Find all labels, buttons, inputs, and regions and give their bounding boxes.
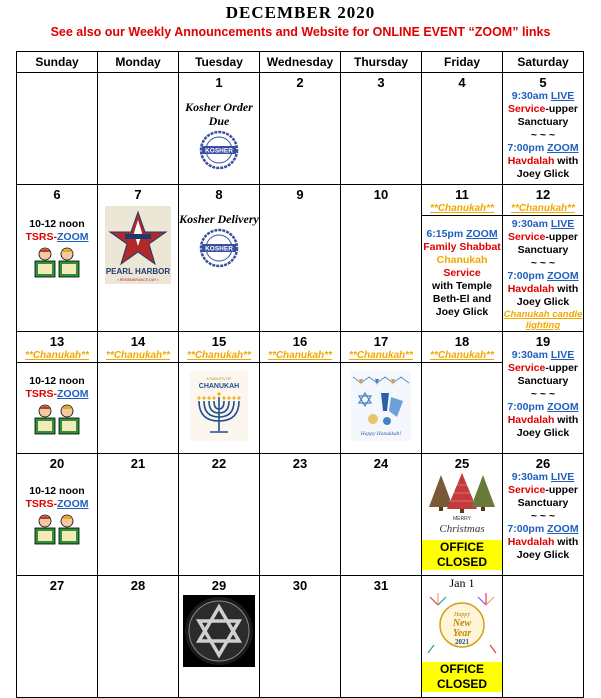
date-number: Jan 1: [449, 576, 475, 590]
day-cell-18: [422, 332, 503, 454]
weekday-friday: Friday: [422, 52, 503, 73]
zoom-link[interactable]: ZOOM: [57, 388, 89, 400]
tsrs-event: 10-12 noon TSRS-ZOOM: [25, 218, 89, 243]
weekday-tuesday: Tuesday: [179, 52, 260, 73]
day-cell-6: [17, 185, 98, 332]
office-closed-badge: OFFICE CLOSED: [422, 662, 502, 692]
date-number: 26: [535, 456, 551, 471]
week-row-3: [17, 332, 584, 454]
date-number: 13: [49, 334, 65, 349]
svg-text:CHANUKAH: CHANUKAH: [198, 383, 240, 390]
tsrs-event: 10-12 noon TSRS-ZOOM: [25, 485, 89, 510]
svg-text:• REMEMBRANCE DAY •: • REMEMBRANCE DAY •: [117, 278, 159, 282]
date-number: 4: [458, 75, 466, 90]
week-row-2: [17, 185, 584, 332]
day-cell-30: [260, 576, 341, 698]
live-link[interactable]: LIVE: [550, 471, 575, 483]
date-number: 12: [535, 187, 551, 202]
date-number: 30: [292, 578, 308, 593]
day-cell-5: [503, 73, 584, 185]
date-number: 21: [130, 456, 146, 471]
chanukah-label: **Chanukah**: [511, 203, 575, 214]
svg-text:PEARL HARBOR: PEARL HARBOR: [105, 267, 171, 276]
svg-text:KOSHER: KOSHER: [205, 147, 233, 155]
week-row-4: [17, 454, 584, 576]
calendar-grid: [16, 51, 584, 698]
saturday-events: 9:30am LIVE Service-upper Sanctuary ~ ~ ~ 7:00pm ZOOM Havdalah with Joey Glick Chanukah candle lighting: [503, 218, 583, 331]
date-number: 10: [373, 187, 389, 202]
day-cell-24: [341, 454, 422, 576]
live-link[interactable]: LIVE: [550, 90, 575, 102]
svg-text:2021: 2021: [455, 638, 469, 646]
page-subtitle: See also our Weekly Announcements and Website for ONLINE EVENT “ZOOM” links: [50, 25, 551, 39]
zoom-link[interactable]: ZOOM: [57, 498, 89, 510]
svg-text:New: New: [452, 618, 472, 629]
date-number: 17: [373, 334, 389, 349]
date-number: 29: [211, 578, 227, 593]
day-cell-22: [179, 454, 260, 576]
day-cell-empty: [98, 73, 179, 185]
day-cell-7: [98, 185, 179, 332]
date-number: 22: [211, 456, 227, 471]
week-row-5: [17, 576, 584, 698]
happy-hanukkah-image: [341, 371, 421, 444]
date-number: 23: [292, 456, 308, 471]
date-number: 19: [535, 334, 551, 349]
day-cell-31: [341, 576, 422, 698]
svg-text:Christmas: Christmas: [439, 523, 485, 535]
date-number: 14: [130, 334, 146, 349]
weekday-thursday: Thursday: [341, 52, 422, 73]
weekday-sunday: Sunday: [17, 52, 98, 73]
day-cell-25: [422, 454, 503, 576]
zoom-link[interactable]: ZOOM: [466, 228, 498, 240]
zoom-link[interactable]: ZOOM: [57, 231, 89, 243]
svg-text:KOSHER: KOSHER: [205, 245, 233, 253]
kosher-order-note: Kosher Order Due: [185, 100, 253, 128]
friday-events: 6:15pm ZOOM Family Shabbat Chanukah Service with Temple Beth-El and Joey Glick: [423, 228, 501, 318]
page-title: DECEMBER 2020: [225, 3, 376, 22]
day-cell-2: [260, 73, 341, 185]
day-cell-26: [503, 454, 584, 576]
week-row-1: [17, 73, 584, 185]
kosher-delivery-note: Kosher Delivery: [179, 212, 259, 226]
date-number: 2: [296, 75, 304, 90]
chanukah-label: **Chanukah**: [430, 203, 494, 214]
chanukah-label: **Chanukah**: [187, 350, 251, 361]
day-cell-8: [179, 185, 260, 332]
day-cell-9: [260, 185, 341, 332]
chanukah-label: **Chanukah**: [106, 350, 170, 361]
date-number: 18: [454, 334, 470, 349]
svg-text:Year: Year: [452, 628, 472, 639]
date-number: 5: [539, 75, 547, 90]
weekday-saturday: Saturday: [503, 52, 584, 73]
day-cell-16: [260, 332, 341, 454]
tsrs-event: 10-12 noon TSRS-ZOOM: [25, 375, 89, 400]
saturday-events: 9:30am LIVE Service-upper Sanctuary ~ ~ ~ 7:00pm ZOOM Havdalah with Joey Glick: [507, 90, 579, 180]
saturday-events: 9:30am LIVE Service-upper Sanctuary ~ ~ ~ 7:00pm ZOOM Havdalah with Joey Glick: [507, 471, 579, 561]
day-cell-20: [17, 454, 98, 576]
day-cell-17: [341, 332, 422, 454]
date-number: 1: [215, 75, 223, 90]
svg-text:Happy Hanukkah!: Happy Hanukkah!: [360, 431, 402, 437]
date-number: 6: [53, 187, 61, 202]
date-number: 15: [211, 334, 227, 349]
day-cell-13: [17, 332, 98, 454]
zoom-link[interactable]: ZOOM: [547, 523, 579, 535]
office-closed-badge: OFFICE CLOSED: [422, 540, 502, 570]
date-number: 24: [373, 456, 389, 471]
chanukah-label: **Chanukah**: [268, 350, 332, 361]
date-number: 16: [292, 334, 308, 349]
svg-text:Happy: Happy: [454, 612, 470, 618]
day-cell-12: [503, 185, 584, 332]
weekday-header-row: [17, 52, 584, 73]
candle-lighting-note: Chanukah candle lighting: [503, 309, 583, 331]
kosher-stamp-icon: [179, 228, 259, 271]
svg-text:MERRY: MERRY: [453, 516, 471, 522]
date-number: 11: [455, 187, 469, 202]
day-cell-3: [341, 73, 422, 185]
kids-reading-icon: [17, 404, 97, 439]
date-number: 3: [377, 75, 385, 90]
date-number: 27: [49, 578, 65, 593]
menorah-image: [179, 371, 259, 444]
weekday-wednesday: Wednesday: [260, 52, 341, 73]
day-cell-empty: [17, 73, 98, 185]
day-cell-empty: [503, 576, 584, 698]
day-cell-14: [98, 332, 179, 454]
date-number: 20: [49, 456, 65, 471]
zoom-link[interactable]: ZOOM: [547, 142, 579, 154]
kids-reading-icon: [17, 247, 97, 282]
day-cell-1: [179, 73, 260, 185]
kosher-stamp-icon: [179, 130, 259, 173]
new-year-image: [422, 591, 502, 662]
day-cell-23: [260, 454, 341, 576]
chanukah-label: **Chanukah**: [349, 350, 413, 361]
date-number: 31: [373, 578, 389, 593]
day-cell-28: [98, 576, 179, 698]
live-link[interactable]: LIVE: [550, 349, 575, 361]
day-cell-27: [17, 576, 98, 698]
day-cell-10: [341, 185, 422, 332]
kids-reading-icon: [17, 514, 97, 549]
date-number: 28: [130, 578, 146, 593]
date-number: 25: [454, 456, 470, 471]
weekday-monday: Monday: [98, 52, 179, 73]
christmas-trees-image: [422, 471, 502, 540]
day-cell-21: [98, 454, 179, 576]
star-of-david-image: [179, 595, 259, 670]
zoom-link[interactable]: ZOOM: [547, 270, 579, 282]
live-link[interactable]: LIVE: [550, 218, 575, 230]
chanukah-label: **Chanukah**: [430, 350, 494, 361]
day-cell-15: [179, 332, 260, 454]
svg-text:8 NIGHTS OF: 8 NIGHTS OF: [206, 376, 232, 381]
day-cell-4: [422, 73, 503, 185]
day-cell-29: [179, 576, 260, 698]
day-cell-11: [422, 185, 503, 332]
day-cell-19: [503, 332, 584, 454]
date-number: 8: [215, 187, 223, 202]
pearl-harbor-image: [98, 206, 178, 287]
date-number: 9: [296, 187, 304, 202]
saturday-events: 9:30am LIVE Service-upper Sanctuary ~ ~ ~ 7:00pm ZOOM Havdalah with Joey Glick: [507, 349, 579, 439]
chanukah-label: **Chanukah**: [25, 350, 89, 361]
day-cell-jan-1: [422, 576, 503, 698]
date-number: 7: [134, 187, 142, 202]
zoom-link[interactable]: ZOOM: [547, 401, 579, 413]
